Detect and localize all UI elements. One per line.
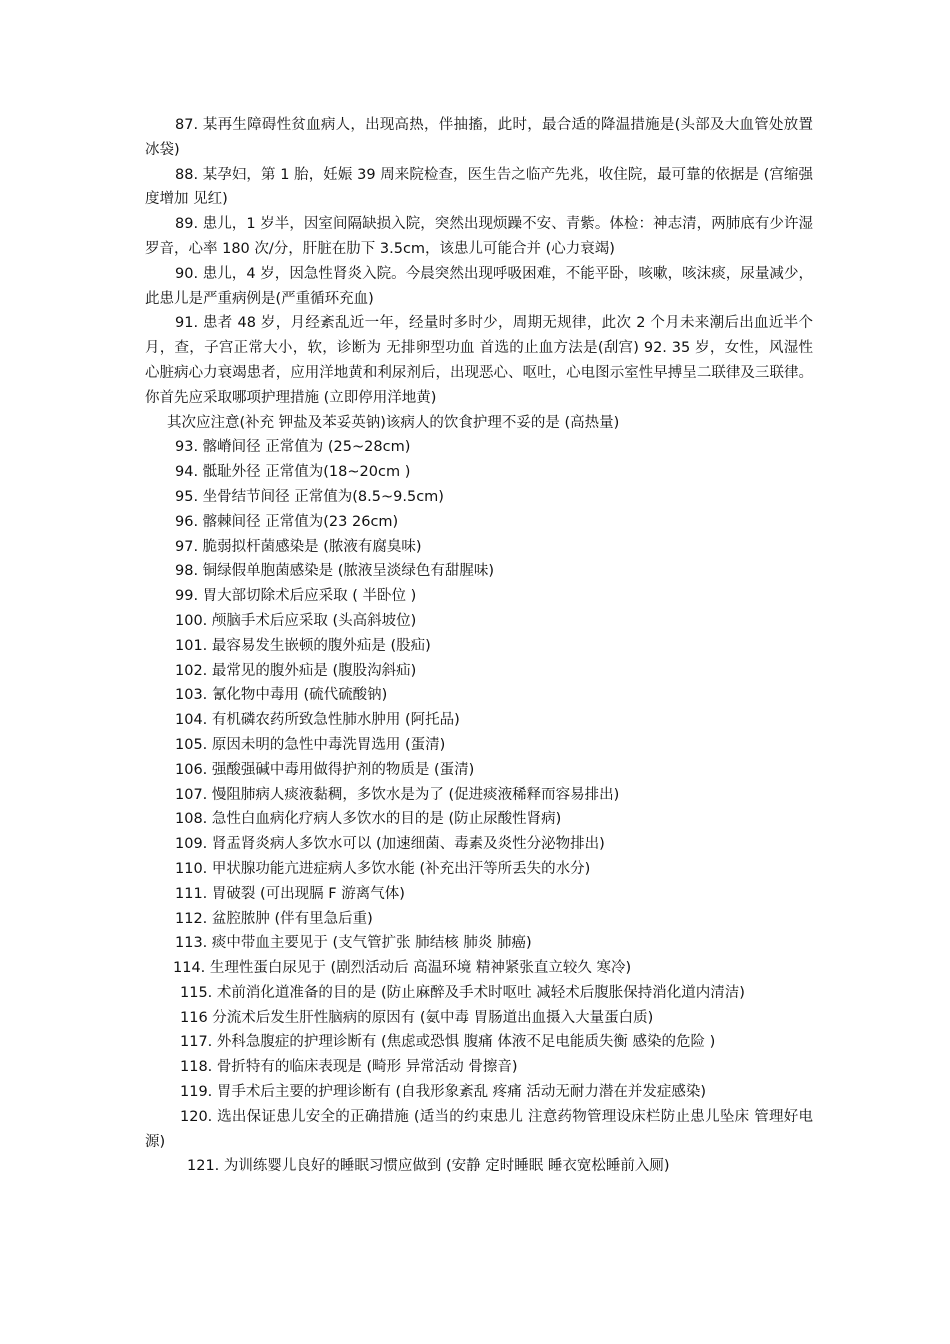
line-96: 96. 髂棘间径 正常值为(23 26cm) [175,513,399,530]
paragraph-115: 115. 术前消化道准备的目的是 (防止麻醉及手术时呕吐 减轻术后腹胀保持消化道内清洁) [180,984,745,1001]
line-97: 97. 脆弱拟杆菌感染是 (脓液有腐臭味) [175,538,422,555]
paragraph-91-92: 91. 患者 48 岁，月经紊乱近一年，经量时多时少，周期无规律，此次 2 个月未来潮后出血近半个月，查，子宫正常大小，软，诊断为 无排卵型功血 首选的止血方法是(刮宫) 92. 35 岁，女性，风湿性心脏病心力衰竭患者，应用洋地黄和利尿剂后，出现恶心、呕吐，心电图示室性早搏呈二联律及三联律。你首先应采取哪项护理措施 (立即停用洋地黄) [145,315,813,406]
paragraph-120: 120. 选出保证患儿安全的正确措施 (适当的约束患儿 注意药物管理设床栏防止患儿坠床 管理好电源) [145,1108,813,1150]
line-100: 100. 颅脑手术后应采取 (头高斜坡位) [175,612,417,629]
line-99: 99. 胃大部切除术后应采取 ( 半卧位 ) [175,588,417,605]
line-93: 93. 髂嵴间径 正常值为 (25~28cm) [175,439,411,456]
document-body [145,113,813,1179]
line-98: 98. 铜绿假单胞菌感染是 (脓液呈淡绿色有甜腥味) [175,563,495,580]
line-108: 108. 急性白血病化疗病人多饮水的目的是 (防止尿酸性肾病) [175,811,562,828]
line-105: 105. 原因未明的急性中毒洗胃选用 (蛋清) [175,736,446,753]
paragraph-89: 89. 患儿，1 岁半，因室间隔缺损入院，突然出现烦躁不安、青紫。体检：神志清，两肺底有少许湿罗音，心率 180 次/分，肝脏在肋下 3.5cm，该患儿可能合并 (心力衰竭) [145,216,813,257]
line-104: 104. 有机磷农药所致急性肺水肿用 (阿托品) [175,712,460,729]
line-117: 117. 外科急腹症的护理诊断有 (焦虑或恐惧 腹痛 体液不足电能质失衡 感染的危险 ) [180,1034,716,1051]
line-119: 119. 胃手术后主要的护理诊断有 (自我形象紊乱 疼痛 活动无耐力潜在并发症感染) [180,1084,707,1101]
line-113: 113. 痰中带血主要见于 (支气管扩张 肺结核 肺炎 肺癌) [175,935,532,952]
line-118: 118. 骨折特有的临床表现是 (畸形 异常活动 骨擦音) [180,1059,518,1076]
line-116: 116 分流术后发生肝性脑病的原因有 (氨中毒 胃肠道出血摄入大量蛋白质) [180,1009,654,1026]
line-95: 95. 坐骨结节间径 正常值为(8.5~9.5cm) [175,488,444,505]
line-109: 109. 肾盂肾炎病人多饮水可以 (加速细菌、毒素及炎性分泌物排出) [175,836,605,853]
line-103: 103. 氰化物中毒用 (硫代硫酸钠) [175,687,388,704]
line-121: 121. 为训练婴儿良好的睡眠习惯应做到 (安静 定时睡眠 睡衣宽松睡前入厕) [187,1158,670,1175]
line-107: 107. 慢阻肺病人痰液黏稠，多饮水是为了 (促进痰液稀释而容易排出) [175,786,620,803]
line-111: 111. 胃破裂 (可出现膈 F 游离气体) [175,885,405,902]
paragraph-87: 87. 某再生障碍性贫血病人，出现高热，伴抽搐，此时，最合适的降温措施是(头部及大血管处放置冰袋) [145,117,813,158]
line-94: 94. 骶耻外径 正常值为(18~20cm ) [175,464,411,481]
line-110: 110. 甲状腺功能亢进症病人多饮水能 (补充出汗等所丢失的水分) [175,860,591,877]
line-114: 114. 生理性蛋白尿见于 (剧烈活动后 高温环境 精神紧张直立较久 寒冷) [173,960,632,977]
line-112: 112. 盆腔脓肿 (伴有里急后重) [175,910,373,927]
line-106: 106. 强酸强碱中毒用做得护剂的物质是 (蛋清) [175,761,475,778]
line-102: 102. 最常见的腹外疝是 (腹股沟斜疝) [175,662,417,679]
paragraph-92-continued: 其次应注意(补充 钾盐及苯妥英钠)该病人的饮食护理不妥的是 (高热量) [167,414,620,431]
line-101: 101. 最容易发生嵌顿的腹外疝是 (股疝) [175,637,431,654]
paragraph-88: 88. 某孕妇，第 1 胎，妊娠 39 周来院检查，医生告之临产先兆，收住院，最可靠的依据是 (宫缩强度增加 见红) [145,166,813,208]
paragraph-90: 90. 患儿，4 岁，因急性肾炎入院。今晨突然出现呼吸困难，不能平卧，咳嗽，咳沫痰，尿量减少，此患儿是严重病例是(严重循环充血) [145,265,813,307]
